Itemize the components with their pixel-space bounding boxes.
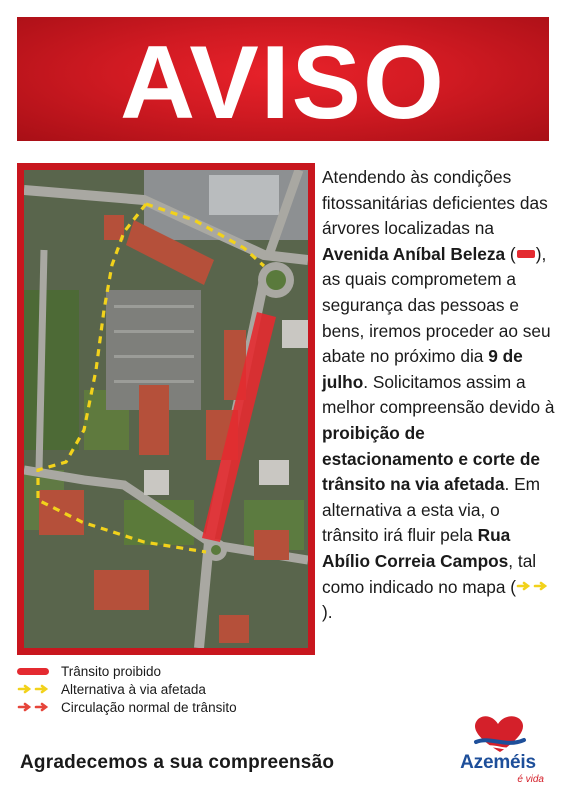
- notice-paren-open: (: [509, 243, 516, 264]
- notice-map-ref: , tal como indicado no mapa (: [322, 550, 537, 597]
- red-arrows-icon: [17, 702, 51, 712]
- logo-tagline: é vida: [517, 774, 544, 785]
- red-bar-icon: [17, 668, 49, 675]
- legend-label: Trânsito proibido: [61, 663, 162, 679]
- alternative-street: Rua Abílio Correia Campos: [322, 525, 511, 571]
- legend-label: Circulação normal de trânsito: [61, 699, 237, 715]
- removal-date: 9 de julho: [322, 346, 523, 392]
- map-illustration: [24, 170, 308, 648]
- azemeis-logo: [450, 712, 550, 790]
- affected-street: Avenida Aníbal Beleza: [322, 243, 506, 264]
- heart-wave-icon: [450, 712, 550, 756]
- yellow-arrows-icon: [17, 684, 51, 694]
- notice-text: [322, 165, 558, 626]
- legend-item-normal: [17, 698, 337, 716]
- legend-item-forbidden: [17, 662, 337, 680]
- aviso-banner: [17, 17, 549, 141]
- notice-request: . Solicitamos assim a melhor compreensão devido à: [322, 371, 555, 418]
- notice-close: ).: [322, 602, 333, 623]
- restriction-text: proibição de estacionamento e corte de trânsito na via afetada: [322, 422, 541, 495]
- notice-alternative: . Em alternativa a esta via, o trânsito irá fluir pela: [322, 474, 541, 546]
- notice-reason: ), as quais comprometem a segurança das pessoas e bens, iremos proceder ao seu abate no próximo dia: [322, 243, 551, 367]
- aerial-map: [17, 163, 315, 655]
- thanks-message: Agradecemos a sua compreensão: [20, 752, 335, 773]
- red-bar-icon: [517, 250, 535, 258]
- logo-name: Azeméis: [460, 752, 536, 773]
- legend-item-alternative: [17, 680, 337, 698]
- legend-label: Alternativa à via afetada: [61, 681, 206, 697]
- banner-title: AVISO: [120, 25, 446, 141]
- map-legend: [17, 662, 337, 716]
- yellow-arrows-icon: [516, 581, 550, 591]
- notice-intro: Atendendo às condições fitossanitárias deficientes das árvores localizadas na: [322, 167, 548, 239]
